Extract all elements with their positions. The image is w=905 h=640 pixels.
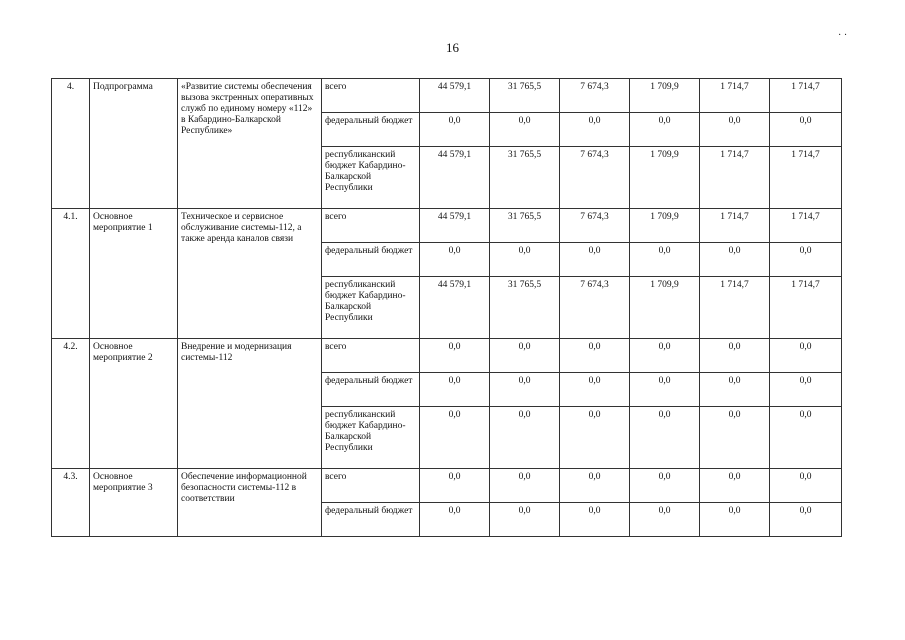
- amount-cell: 0,0: [700, 243, 770, 277]
- amount-cell: 0,0: [560, 407, 630, 469]
- row-type: Подпрограмма: [90, 79, 178, 209]
- amount-cell: 0,0: [770, 373, 842, 407]
- amount-cell: 0,0: [420, 339, 490, 373]
- funding-source: всего: [322, 339, 420, 373]
- amount-cell: 1 714,7: [700, 209, 770, 243]
- row-number: 4.1.: [52, 209, 90, 339]
- corner-marks: · ·: [838, 30, 848, 41]
- amount-cell: 1 714,7: [770, 147, 842, 209]
- amount-cell: 0,0: [630, 243, 700, 277]
- amount-cell: 7 674,3: [560, 147, 630, 209]
- amount-cell: 1 709,9: [630, 277, 700, 339]
- row-type: Основное мероприятие 1: [90, 209, 178, 339]
- amount-cell: 7 674,3: [560, 209, 630, 243]
- amount-cell: 1 709,9: [630, 79, 700, 113]
- row-type: Основное мероприятие 2: [90, 339, 178, 469]
- amount-cell: 0,0: [630, 407, 700, 469]
- amount-cell: 0,0: [770, 339, 842, 373]
- funding-source: республиканский бюджет Кабардино-Балкарской Республики: [322, 147, 420, 209]
- funding-source: федеральный бюджет: [322, 373, 420, 407]
- amount-cell: 0,0: [770, 407, 842, 469]
- funding-source: федеральный бюджет: [322, 503, 420, 537]
- amount-cell: 0,0: [700, 407, 770, 469]
- amount-cell: 7 674,3: [560, 277, 630, 339]
- funding-source: республиканский бюджет Кабардино-Балкарской Республики: [322, 407, 420, 469]
- page-number: 16: [446, 40, 459, 55]
- row-name: Внедрение и модернизация системы-112: [178, 339, 322, 469]
- amount-cell: 0,0: [490, 469, 560, 503]
- row-name: Обеспечение информационной безопасности системы-112 в соответствии: [178, 469, 322, 537]
- amount-cell: 0,0: [560, 113, 630, 147]
- amount-cell: 0,0: [700, 339, 770, 373]
- amount-cell: 0,0: [420, 503, 490, 537]
- amount-cell: 0,0: [700, 469, 770, 503]
- row-number: 4.2.: [52, 339, 90, 469]
- amount-cell: 0,0: [700, 373, 770, 407]
- funding-source: всего: [322, 469, 420, 503]
- amount-cell: 1 714,7: [770, 79, 842, 113]
- amount-cell: 44 579,1: [420, 79, 490, 113]
- budget-table: [51, 78, 842, 537]
- table-row: [52, 339, 842, 373]
- amount-cell: 31 765,5: [490, 209, 560, 243]
- amount-cell: 0,0: [420, 113, 490, 147]
- row-name: «Развитие системы обеспечения вызова экстренных оперативных служб по единому номеру «112» в Кабардино-Балкарской Республике»: [178, 79, 322, 209]
- amount-cell: 0,0: [700, 113, 770, 147]
- amount-cell: 1 714,7: [700, 277, 770, 339]
- amount-cell: 0,0: [630, 503, 700, 537]
- amount-cell: 0,0: [630, 469, 700, 503]
- amount-cell: 31 765,5: [490, 79, 560, 113]
- amount-cell: 31 765,5: [490, 277, 560, 339]
- row-type: Основное мероприятие 3: [90, 469, 178, 537]
- funding-source: федеральный бюджет: [322, 113, 420, 147]
- amount-cell: 0,0: [630, 113, 700, 147]
- row-number: 4.: [52, 79, 90, 209]
- amount-cell: 0,0: [420, 373, 490, 407]
- amount-cell: 0,0: [770, 503, 842, 537]
- amount-cell: 0,0: [560, 339, 630, 373]
- funding-source: республиканский бюджет Кабардино-Балкарской Республики: [322, 277, 420, 339]
- row-name: Техническое и сервисное обслуживание системы-112, а также аренда каналов связи: [178, 209, 322, 339]
- funding-source: федеральный бюджет: [322, 243, 420, 277]
- amount-cell: 31 765,5: [490, 147, 560, 209]
- amount-cell: 0,0: [560, 373, 630, 407]
- amount-cell: 1 709,9: [630, 147, 700, 209]
- amount-cell: 1 714,7: [770, 209, 842, 243]
- amount-cell: 0,0: [490, 113, 560, 147]
- table-body: [52, 79, 842, 537]
- amount-cell: 0,0: [770, 113, 842, 147]
- funding-source: всего: [322, 209, 420, 243]
- amount-cell: 0,0: [630, 339, 700, 373]
- table-row: [52, 469, 842, 503]
- amount-cell: 0,0: [560, 503, 630, 537]
- amount-cell: 0,0: [420, 469, 490, 503]
- amount-cell: 0,0: [420, 407, 490, 469]
- amount-cell: 0,0: [490, 373, 560, 407]
- amount-cell: 0,0: [490, 339, 560, 373]
- row-number: 4.3.: [52, 469, 90, 537]
- amount-cell: 1 714,7: [770, 277, 842, 339]
- amount-cell: 0,0: [490, 503, 560, 537]
- amount-cell: 7 674,3: [560, 79, 630, 113]
- amount-cell: 0,0: [560, 469, 630, 503]
- amount-cell: 0,0: [560, 243, 630, 277]
- amount-cell: 0,0: [700, 503, 770, 537]
- amount-cell: 0,0: [630, 373, 700, 407]
- amount-cell: 44 579,1: [420, 209, 490, 243]
- table-row: [52, 79, 842, 113]
- table-row: [52, 209, 842, 243]
- funding-source: всего: [322, 79, 420, 113]
- amount-cell: 1 714,7: [700, 79, 770, 113]
- amount-cell: 0,0: [490, 243, 560, 277]
- amount-cell: 1 709,9: [630, 209, 700, 243]
- amount-cell: 44 579,1: [420, 147, 490, 209]
- amount-cell: 44 579,1: [420, 277, 490, 339]
- amount-cell: 0,0: [490, 407, 560, 469]
- amount-cell: 1 714,7: [700, 147, 770, 209]
- amount-cell: 0,0: [770, 469, 842, 503]
- amount-cell: 0,0: [770, 243, 842, 277]
- amount-cell: 0,0: [420, 243, 490, 277]
